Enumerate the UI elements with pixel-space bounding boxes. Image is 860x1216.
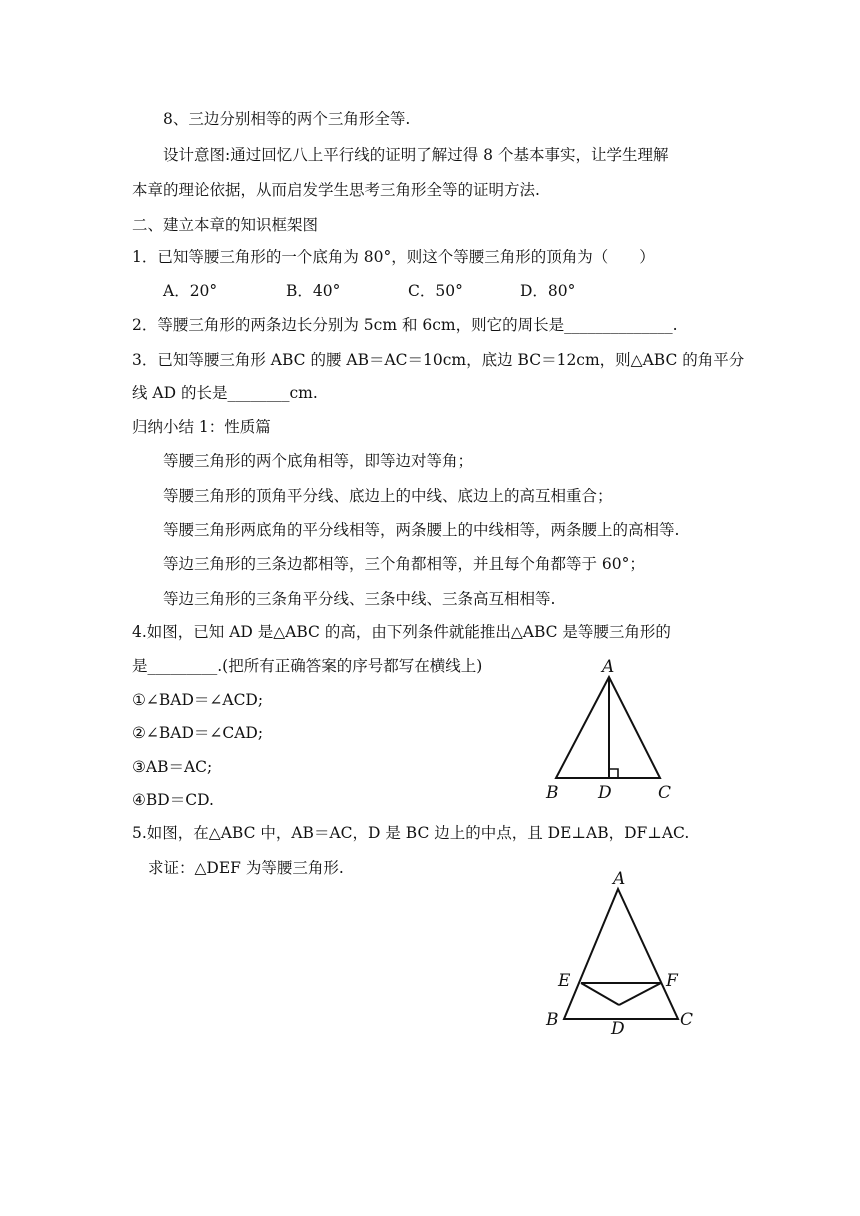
triangle-abc xyxy=(564,889,678,1019)
question-3-cont: 线 AD 的长是________cm. xyxy=(132,384,318,402)
figure-triangle-def xyxy=(540,862,705,1042)
figure-triangle-altitude xyxy=(540,655,680,805)
summary-title: 归纳小结 1：性质篇 xyxy=(132,418,271,436)
summary-item: 等边三角形的三条边都相等，三个角都相等，并且每个角都等于 60°； xyxy=(163,555,645,573)
text-line: 本章的理论依据，从而启发学生思考三角形全等的证明方法. xyxy=(132,181,540,199)
label-c: C xyxy=(680,1010,694,1030)
condition-4: ④BD＝CD. xyxy=(132,791,214,809)
segment-ed xyxy=(581,983,619,1005)
condition-3: ③AB＝AC; xyxy=(132,758,213,776)
summary-item: 等腰三角形的两个底角相等，即等边对等角； xyxy=(163,452,474,470)
label-b: B xyxy=(546,783,559,803)
label-d: D xyxy=(611,1019,625,1039)
option-b: B．40° xyxy=(286,282,341,300)
question-4-cont: 是_________.(把所有正确答案的序号都写在横线上) xyxy=(132,657,483,675)
question-1: 1．已知等腰三角形的一个底角为 80°，则这个等腰三角形的顶角为（ ） xyxy=(132,248,655,266)
question-3: 3．已知等腰三角形 ABC 的腰 AB＝AC＝10cm，底边 BC＝12cm，则△ABC 的角平分 xyxy=(132,351,745,369)
label-b: B xyxy=(546,1010,559,1030)
label-f: F xyxy=(666,971,678,991)
label-a: A xyxy=(613,869,626,889)
label-d: D xyxy=(598,783,612,803)
text-line: 设计意图:通过回忆八上平行线的证明了解过得 8 个基本事实，让学生理解 xyxy=(163,146,669,164)
option-c: C．50° xyxy=(408,282,463,300)
condition-1: ①∠BAD＝∠ACD; xyxy=(132,691,264,709)
section-heading: 二、建立本章的知识框架图 xyxy=(132,216,319,234)
question-5: 5.如图，在△ABC 中，AB＝AC，D 是 BC 边上的中点，且 DE⊥AB，DF⊥AC. xyxy=(132,824,690,842)
right-angle-mark xyxy=(609,769,618,778)
condition-2: ②∠BAD＝∠CAD; xyxy=(132,724,264,742)
label-e: E xyxy=(558,971,571,991)
question-4: 4.如图，已知 AD 是△ABC 的高，由下列条件就能推出△ABC 是等腰三角形的 xyxy=(132,623,671,641)
label-c: C xyxy=(658,783,672,803)
question-2: 2．等腰三角形的两条边长分别为 5cm 和 6cm，则它的周长是______________. xyxy=(132,316,678,334)
summary-item: 等边三角形的三条角平分线、三条中线、三条高互相相等. xyxy=(163,590,556,608)
summary-item: 等腰三角形的顶角平分线、底边上的中线、底边上的高互相重合； xyxy=(163,487,613,505)
segment-fd xyxy=(619,983,661,1005)
option-d: D．80° xyxy=(520,282,576,300)
text-line: 8、三边分别相等的两个三角形全等. xyxy=(163,110,411,128)
summary-item: 等腰三角形两底角的平分线相等，两条腰上的中线相等，两条腰上的高相等. xyxy=(163,521,680,539)
label-a: A xyxy=(602,657,615,677)
option-a: A．20° xyxy=(163,282,218,300)
question-5-cont: 求证：△DEF 为等腰三角形. xyxy=(148,859,344,877)
